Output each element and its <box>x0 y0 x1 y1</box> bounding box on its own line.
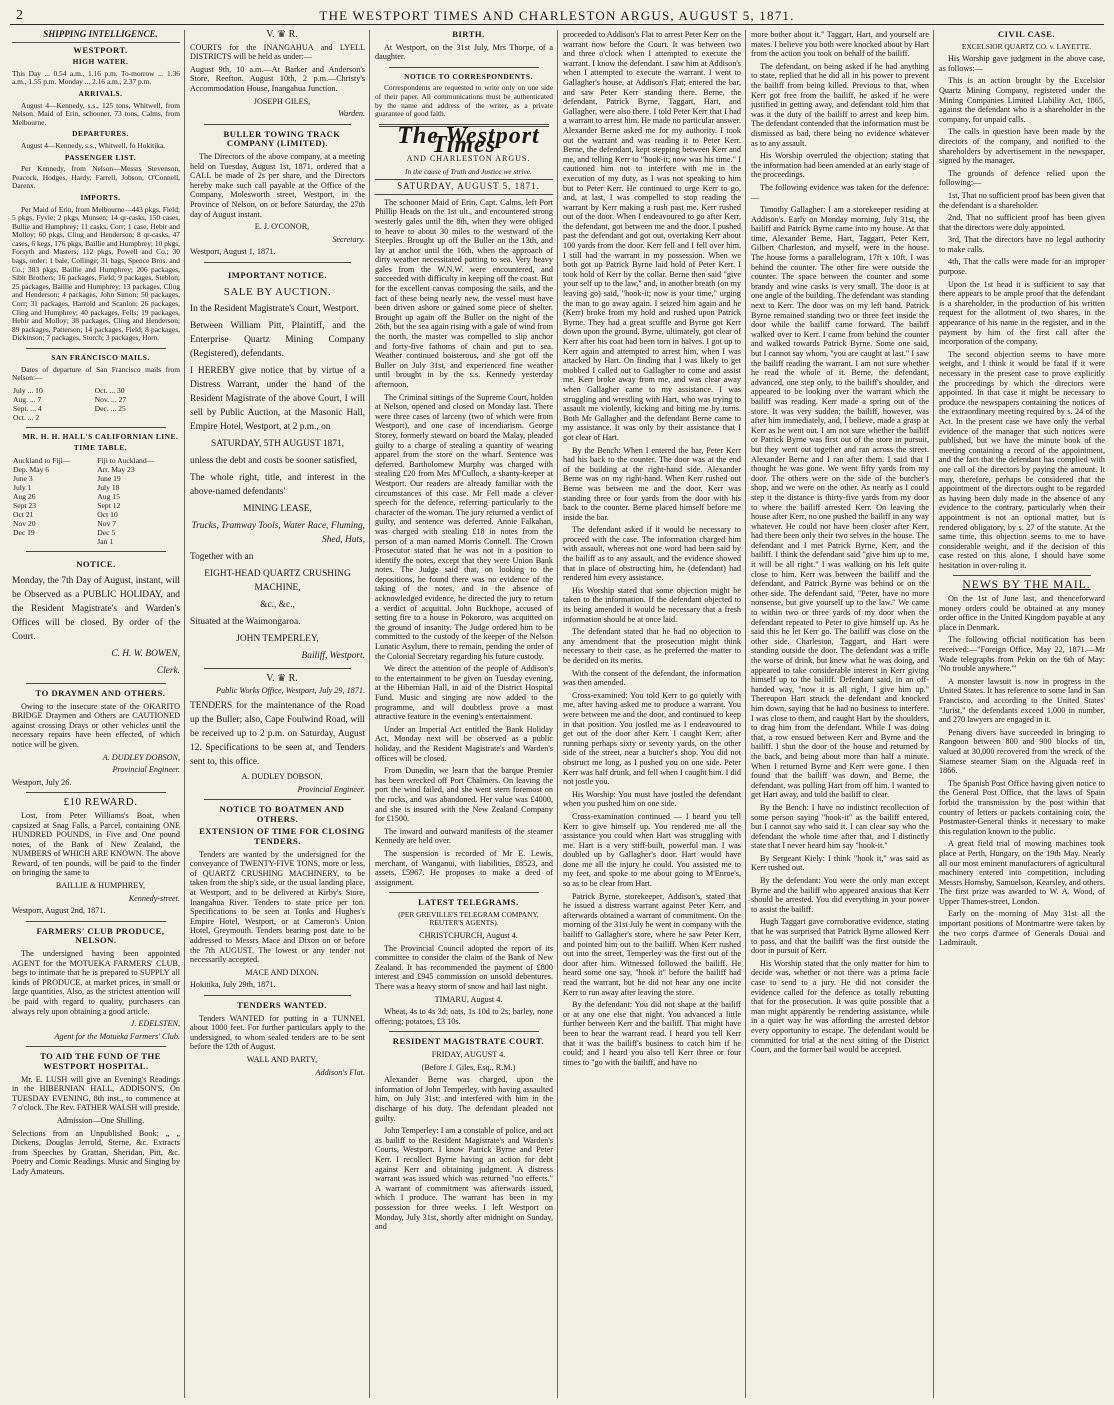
sale-text: I HEREBY give notice that by virtue of a Distress Warrant, under the hand of the Resident Magistrate of the above Court, I will sell by Public Auction, at the Masonic Hall, Empire Hotel, Westport, at 2 p.m., on <box>190 365 365 432</box>
towing-signature: E. J. O'CONOR, <box>254 222 310 232</box>
court-paragraph: Patrick Byrne, storekeeper, Addison's, stated that he issued a distress warrant against Peter Kerr, and afterwards obtained a warrant of commitment. On the morning of the 31st July he went in company with the bailiff to Gallagher's store, where he saw Peter Kerr, and pointed him out to the bailiff. When Kerr rushed out into the street, Temperley was the first out of the door after him. Witnessed followed the bailiff. He heard some one say, "hook it" before the bailiff had read the warrant, but he did not hear any one incite Kerr to run away after leaving the store. <box>563 891 741 997</box>
selections-text: Selections from an Unpublished Book; „ „ Dickens, Douglas Jerrold, Sterne, &c. Extracts from Speeches by Grattan, Sheridan, Pitt, &c. Poetry and Comic Readings. Music and Singing by Lady Amateurs. <box>12 1128 180 1176</box>
birth-heading: BIRTH. <box>452 30 485 39</box>
editorial-paragraph: We direct the attention of the people of Addison's to the entertainment to be given on Tuesday evening, at the Hibernian Hall, in aid of the District Hospital Fund. Music and singing are now added to the programme, and will doubtless prove a most attractive feature in the evening's entertainment. <box>375 664 553 722</box>
editorial-paragraph: The inward and outward manifests of the steamer Kennedy are held over. <box>375 826 553 846</box>
reward-signature-street: Kennedy-street. <box>128 893 180 903</box>
issue-date: SATURDAY, AUGUST 5, 1871. <box>375 179 553 195</box>
court-paragraph: By the Bench: I have no indistinct recollection of some person saying "hook-it" as the bailiff entered, but I cannot say who said it. I can clear say who the defendant the whole time after that, and I distinctly state that I never heard him say "hook-it." <box>751 802 929 851</box>
sale-court: In the Resident Magistrate's Court, Westport. <box>190 303 359 314</box>
situated-line: Situated at the Waimongaroa. <box>190 616 301 627</box>
table-header: Auckland to Fiji— <box>13 455 71 465</box>
imports-text: Per Maid of Erin, from Melbourne—443 pkgs, Field; 5 pkgs, Fyvie; 2 pkgs, Munsen; 14 qr-casks, 150 cases, Bullie and Humphrey; 11 casks, Corr; 1 case, Hebir and Molloy; 60 pkgs, Cliug and Henderson; 8 qr-casks, 47 cases, 6 kegs, 176 pkgs, Baillie and Humphrey; 10 pkgs, Forsyth and Masters; 112 pkgs, Powell and Co.; 30 bags, order; 1 bale, Collinge; 31 bags, Spence Bros. and Co.; 383 pkgs, Baillie and Humphrey; 206 packages, Sibit Brothers; 16 packages, Field; 9 packages, Steblon; 25 packages, Baillie and Humphrey; 13 packages, Cliug and Henderson; 4 packages, John Simon; 50 packages, Corr; 31 packages, Harrold and Scanlon; 26 packages, Cliug and Humphrey; 40 packages, Fells; 19 packages, Hebir and Molloy; 38 packages, Cliug and Henderson; 89 packages, Patterson; 14 packages, Field; 8 packages, Dickinson; 7 packages, Storch; 3 packages, Horn. <box>12 204 180 343</box>
table-cell: Sept 12 <box>97 500 121 510</box>
hall-line-heading: MR. H. H. HALL'S CALIFORNIAN LINE. <box>22 431 179 441</box>
table-cell: Sept 23 <box>13 500 36 510</box>
court-paragraph: proceeded to Addison's Flat to arrest Peter Kerr on the warrant now before the Court. It was between two and three o'clock when I attempted to execute the warrant. I know the defendant. I saw him at Addison's when I attempted to execute the warrant. I went to Gallagher's house, at Addison's Flat; entered the bar, and saw Peter Kerr standing there. Berne, the defendant, Patrick Byrne, Taggart, Hart, and Gallagher, were also there. I told Peter Kerr that I had a warrant to arrest him. He made no particular answer. Alexander Berne asked me for my authority. I took out the warrant and was reading it to Peter Kerr. Berne, the defendant, kept stepping between Kerr and me, and telling Kerr to "hook-it; now was his time." I cautioned him not to interfere with me in the execution of my duty, as I was not speaking to him but to Peter Kerr. He continued to urge Kerr to go, and, at last, I was compelled to stop reading the warrant by Kerr making a rush past me. Kerr rushed out of the door. When I endeavoured to go after Kerr, the defendant, got between me and the door. I pushed past the defendant and got out, overtaking Kerr about 100 yards from the door. Kerr fell and I fell over him. I still had the warrant in my possession. When we both got up Patrick Byrne laid hold of Peter Kerr. I took hold of Kerr by the collar. Berne then said "give your self up to the law," and, in another breath (on my leaving go) said, "hook-it; now is your time," urging the man to go away again. I seized him again and he (Kerr) broke from my hold and rushed upon Patrick Byrne. They had a great scuffle and Byrne got Kerr down upon the ground. Byrne, ultimately, got clear of Kerr after his coat had been torn in halves. I got up to Kerr again and attempted to arrest him, when I was attacked by Hart. On finding that I was likely to get mobbed I called out to Gallagher to come and assist me. Kerr broke away from me, and was clear away when Gallagher came to my assistance. I was struggling and wrestling with Hart, who was trying to assault me violently, kicking and biting me by turns. Both Mr Gallagher and the defendant Berne came to my assistance. It was only by their assistance that I got clear of Hart. <box>563 30 741 442</box>
port-heading: WESTPORT. <box>73 44 128 55</box>
judgment-paragraph: This is an action brought by the Excelsior Quartz Mining Company, registered under the Mining Companies Limited Liability Act, 1865, against the defendant who is a shareholder in the company, for unpaid calls. <box>939 76 1105 124</box>
news-paragraph: A monster lawsuit is now in progress in the United States. It has reference to some land in San Francisco, and according to the United States' "Jurist," the defendants exceed 1,000 in number, and 270 lawyers are engaged in it. <box>939 676 1105 725</box>
court-heading: RESIDENT MAGISTRATE COURT. <box>392 1036 545 1047</box>
timaru-text: Wheat, 4s to 4s 3d; oats, 1s 10d to 2s; barley, none offering; potatoes, £3 10s. <box>375 1007 553 1026</box>
notice-advert <box>12 557 180 678</box>
judgment-paragraph: 1st, That no sufficient proof has been given that the defendant is a shareholder. <box>939 190 1105 210</box>
table-row <box>12 456 180 465</box>
table-row <box>12 492 180 501</box>
judgment-paragraph: His Worship gave judgment in the above case, as follows:— <box>939 54 1105 73</box>
column-rule <box>557 30 558 1398</box>
news-paragraph: A great field trial of mowing machines took place at Perth, Hungary, on the 19th May. Nearly all our most eminent manufacturers of agricultural machinery entered into competition, including Messrs Hornsby, Samuelson, Kearsley, and others. The first prize was awarded to W. A. Wood, of Upper Thames-street, London. <box>939 839 1105 906</box>
birth-text: At Westport, on the 31st July, Mrs Thorpe, of a daughter. <box>375 42 553 62</box>
christchurch-text: The Provincial Council adopted the report of its committee to consider the claim of the Bank of New Zealand. It has recommended the payment of £800 interest and £945 commission on unsold debentures. There was a heavy storm of snow and hail last night. <box>375 943 553 992</box>
sale-condition: unless the debt and costs be sooner satisfied, <box>190 455 358 466</box>
timaru-dateline: TIMARU, August 4. <box>434 994 503 1004</box>
court-paragraph: Alexander Berne was charged, upon the information of John Temperley, with having assaulted him, on July 31st; and interfered with him in the discharge of his duty. The defendant pleaded not guilty. <box>375 1075 553 1123</box>
nameplate-subtitle: AND CHARLESTON ARGUS. <box>406 153 531 163</box>
crushing-etc: &c., &c., <box>260 599 295 610</box>
table-cell: Oct. ... 2 <box>13 412 40 422</box>
civil-case-heading: CIVIL CASE. <box>997 30 1056 39</box>
column-2 <box>190 30 365 1398</box>
table-row <box>12 474 180 483</box>
judgment-paragraph: 4th, That the calls were made for an improper purpose. <box>939 257 1105 277</box>
royal-crest: V. ♛ R. <box>266 30 298 40</box>
court-paragraph: With the consent of the defendant, the information was then amended. <box>563 668 741 688</box>
table-cell: Sept. ... 4 <box>13 403 42 413</box>
column-rule <box>184 30 185 1398</box>
reward-date: Westport, August 2nd, 1871. <box>12 906 106 916</box>
column-rule <box>369 30 370 1398</box>
court-paragraph: His Worship overruled the objection; stating that the information had been amended at an early stage of the proceedings. <box>751 151 929 180</box>
table-row <box>12 465 180 474</box>
passenger-heading: PASSENGER LIST. <box>64 152 137 162</box>
extension-text: Tenders are wanted by the undersigned for the conveyance of TWENTY-FIVE TONS, more or less, of QUARTZ CRUSHING MACHINERY, to be taken from the ship's side, or the usual landing place, at Westport, and to be delivered at Kirby's Store, Inangahua River. Tenders to state price per ton. Specifications to be seen at Tonks and Hughes's Empire Hotel, Westport, or at Cameron's Union Hotel, Greymouth. Tenders bearing post date to be addressed to Messrs Mace and Dixon on or before the 7th AUGUST. The lowest or any tender not necessarily accepted. <box>190 849 365 965</box>
table-cell: June 3 <box>13 473 33 483</box>
towing-text: The Directors of the above company, at a meeting held on Tuesday, August 1st, 1871, ordered that a CALL be made of 2s per share, and the Directors hereby make such call payable at the Office of the Company, Molesworth street, Westport, in the Province of Nelson, on or before Saturday, the 27th day of August instant. <box>190 151 365 219</box>
column-4 <box>563 30 741 1398</box>
judgment-paragraph: 3rd, That the directors have no legal authority to make calls. <box>939 235 1105 254</box>
tenders-wanted-location: Addison's Flat. <box>315 1067 365 1077</box>
news-paragraph: The Spanish Post Office having given notice to the General Post Office, that the laws of Spain forbid the transmission by the post within that country of letters or packets containing coin, the Postmaster-General thinks it necessary to make this regulation known to the public. <box>939 778 1105 836</box>
news-paragraph: Early on the morning of May 31st all the important positions of Montmartre were taken by the two corps d'armee of Generals Douai and Ladmirault. <box>939 909 1105 948</box>
table-cell <box>12 537 96 546</box>
court-paragraph: more bother about it." Taggart, Hart, and yourself are mates. I believe you both were knocked about by Hart from the action you took on behalf of the bailiff. <box>751 30 929 59</box>
draymen-date: Westport, July 26. <box>12 777 72 787</box>
notice-signature: C. H. W. BOWEN, <box>111 648 180 659</box>
extension-date: Hokitika, July 29th, 1871. <box>190 980 276 990</box>
court-paragraph: John Temperley: I am a constable of police, and act as bailiff to the Resident Magistrate's and Warden's Courts, Westport. I know Patrick Byrne and Peter Kerr. I recollect Byrne having an action for debt against Kerr and obtaining judgment. A distress warrant was issued which was returned "no effects." A warrant of commitment was afterwards issued, which I produce. The warrant has been in my possession for three weeks. I left Westport on Monday, July 31st, shortly after midnight on Sunday, and <box>375 1126 553 1232</box>
judgment-paragraph: The second objection seems to have more weight, and I think it would be fatal if it were necessary in the present case to prove explicitly the proceedings by which the directors were appointed. In that case it might be necessary to produce the newspapers containing the notices of the extraordinary meeting required by s. 24 of the Act. In the present case we have only the verbal evidence of the manager that such notices were published, but we have the minute book of the meeting containing a record of the appointment, and the fact that the defendant has complied with one call of the directors by paying the amount. It may, therefore, perhaps be considered that the appointment of the directors ought to be regarded as having been duly made in the absence of any evidence to the contrary, particularly when their appointment is not an optional matter, but is rendered obligatory, by s. 27 of the statute. At the same time, this objection seems to me to have considerable weight, and if the decision of this case rested on this alone, I should have some hesitation in over-ruling it. <box>939 349 1105 570</box>
high-water-times: This Day ... 0.54 a.m., 1.16 p.m. To-morrow ... 1.36 a.m., 1.55 p.m. Monday ... 2.16 a.m., 2.37 p.m. <box>12 68 180 87</box>
court-paragraph: Timothy Gallagher: I am a storekeeper residing at Addison's. Early on Monday morning, July 31st, the bailiff and Patrick Byrne came into my house. At that time, Alexander Berne, Hart, Taggart, Peter Kerr, Gilbert Charleston, and myself, were in the house. The house forms a parallelogram, 17ft x 10ft. I was behind the counter. The other fire were outside the counter. The space between the counter and some brandy and wine casks is very small. The door is at one angle of the building. The defendant was standing next to Kerr. The door was on my left hand. Patrick Byrne remained standing two or three feet inside the door while the bailiff came forward. The bailiff walked over to Kerr. I came from behind the counter and walked towards Patrick Byrne. Some one said, but I cannot say whom, "you are caught at last." I saw the bailiff reading the warrant. I am not sure whether he read the whole of it. Berne, the defendant, advanced, one step only, to the bailiff's shoulder, and appeared to be looking over the warrant which the bailiff was reading. Kerr made a spring out of the store. It was very sudden; the bailiff, however, was after him immediately, and, I believe, made a grasp at Kerr as he went out. I am not sure whether the bailiff or Patrick Byrne was first out of the store in pursuit, but they went out together and ran across the street. Alexander Berne and I ran after them. I said that I thought he was gone. We went fifty yards from my door. The others were on the side of the butcher's shop, and we were on the other. As nearly as I could step it the distance is thirty-five yards from my door to where the bailiff arrested Kerr. On leaving the house after Kerr, no one pushed the bailiff in any way whatever. He could not have been closer after Kerr, had there been only their two selves in the house. The defendant and I met Patrick Byrne, Kerr, and the bailiff. I think the defendant said "give him up to me, it will be all right." I was walking on his left quite close to him. Kerr was between the bailiff and the defendant, and Patrick Byrne was behind or on the other side. The defendant said, "Peter, have no more nonsense, but give yourself up to the law." We came to within two or three yards of my door when the defendant repeated to Peter to give himself up. As he said this he let Kerr go. The bailiff was close on the other side. Charleston, Taggart, and Hart were standing outside the door. The defendant was a trifle the worse of drink, but knew what he was doing, and appeared to take considerable interest in Kerr giving himself up to the bailiff. Defendant said, in an off-handed way, "now it is all right, I give him up." Thereupon Hart struck the defendant and knocked him down, saying that he had no business to interfere. I was close to them, and caught Hart by the shoulders, to drag him from the defendant. While I was doing that, a row ensued between Kerr and Byrne and the bailiff. I shut the door of the house and returned by the back, and being about more than half a minute. When I returned Byrne and Kerr were gone. I then found that the bailiff was down, and Berne, the defendant, was pulling Hart from off him. I wanted to get Hart away, and told the bailiff to clear. <box>751 205 929 800</box>
court-paragraph: The defendant stated that he had no objection to any amendment that the prosecution might think necessary to their case, as he preferred the matter to be decided on its merits. <box>563 627 741 665</box>
table-header: Fiji to Auckland— <box>97 455 155 465</box>
sale-signature: JOHN TEMPERLEY, <box>236 633 319 644</box>
sale-parties: Between William Pitt, Plaintiff, and the Enterprise Quartz Mining Company (Registered), defendants. <box>190 320 365 359</box>
column-rule <box>933 30 934 1398</box>
court-paragraph: Hugh Taggart gave corroborative evidence, stating that he was surprised that Patrick Byrne allowed Kerr to pass, and that the bailiff was the first outside the door in pursuit of Kerr. <box>751 917 929 956</box>
table-row <box>12 413 180 422</box>
time-table-heading: TIME TABLE. <box>73 443 128 453</box>
news-paragraph: Penang divers have succeeded in bringing to Rangoon between 800 and 900 blocks of tin, valued at 30,000 recovered from the wreck of the Siamese steamer Siam on the Alguada reef in 1866. <box>939 727 1105 776</box>
column-6 <box>939 30 1105 1398</box>
departures-text: August 4—Kennedy, s.s., Whitwell, fo Hokitika. <box>21 140 166 150</box>
table-cell: Jan 1 <box>97 536 114 546</box>
court-day: FRIDAY, AUGUST 4. <box>431 1050 506 1059</box>
table-cell: Nov 7 <box>97 518 117 528</box>
table-row <box>12 386 180 395</box>
table-cell: Dec 5 <box>97 527 116 537</box>
table-cell <box>94 413 180 422</box>
auction-advert <box>190 268 365 663</box>
table-row <box>12 395 180 404</box>
paper-nameplate: The Westport Times <box>397 122 540 159</box>
table-cell: Dec. ... 25 <box>94 403 126 413</box>
news-paragraph: The following official notification has been received:—"Foreign Office, May 22, 1871.—Mr Wade telegraphs from Pekin on the 6th of May: 'No trouble anywhere.'" <box>939 635 1105 674</box>
table-cell: Aug. ... 7 <box>13 394 42 404</box>
towing-signature-title: Secretary. <box>332 234 365 244</box>
column-rule <box>745 30 746 1398</box>
tenders-signature: A. DUDLEY DOBSON, <box>241 772 323 782</box>
court-paragraph: His Worship: You must have jostled the defendant when you pushed him on one side. <box>563 789 741 809</box>
lease-items: Trucks, Tramway Tools, Water Race, Fluming, Shed, Huts, <box>191 520 365 545</box>
correspondents-heading: NOTICE TO CORRESPONDENTS. <box>404 71 533 81</box>
towing-heading: BULLER TOWING TRACK COMPANY (LIMITED). <box>223 128 341 149</box>
table-cell: Aug 15 <box>97 491 120 501</box>
table-row <box>12 510 180 519</box>
judgment-paragraph: 2nd, That no sufficient proof has been given that the directors were duly appointed. <box>939 213 1105 232</box>
tenders-wanted-text: Tenders WANTED for putting in a TUNNEL about 1000 feet. For further particulars apply to the undersigned, to whom sealed tenders are to be sent before the 12th of August. <box>190 1013 365 1052</box>
column-3 <box>375 30 553 1398</box>
table-cell: July ... 10 <box>13 385 43 395</box>
court-paragraph: His Worship stated that the only matter for him to decide was, whether or not there was a prima facie case to send to a jury. He did not consider the evidence called for the defence as totally rebutting that for the prosecution. It was quite possible that a man might apparently be rendering assistance, while in a quiet way he was affording the arrested debtor every opportunity to escape. The defendant would be committed for trial at the next sitting of the District Court, and the former bail would be accepted. <box>751 958 929 1055</box>
court-paragraph: His Worship stated that some objection might be taken to the information. If the defendant objected to its being amended it would be necessary that a fresh information should be at once laid. <box>563 585 741 624</box>
high-water-heading: HIGH WATER. <box>72 57 129 67</box>
table-cell: Arr. May 23 <box>97 464 135 474</box>
court-paragraph: By Sergeant Kiely: I think "hook it," was said as Kerr rushed out. <box>751 853 929 873</box>
farmers-signature-title: Agent for the Motueka Farmers' Club. <box>54 1031 180 1041</box>
table-row <box>12 519 180 528</box>
page-number: 2 <box>16 8 23 23</box>
table-row <box>12 537 180 546</box>
tenders-text: TENDERS for the maintenance of the Road up the Buller; also, Cape Foulwind Road, will be received up to 2 p.m. on Saturday, August 12. Specifications to be seen at, and Tenders sent to, this office. <box>190 701 365 768</box>
mails-table <box>12 386 180 422</box>
news-by-mail-heading: NEWS BY THE MAIL. <box>962 579 1091 592</box>
table-row <box>12 483 180 492</box>
draymen-signature: A. DUDLEY DOBSON, <box>102 752 180 762</box>
table-cell: Nov 20 <box>13 518 36 528</box>
table-cell: Oct 21 <box>13 509 34 519</box>
extension-signature: MACE AND DIXON. <box>245 967 319 977</box>
courts-signature-title: Warden. <box>338 109 365 119</box>
column-5 <box>751 30 929 1398</box>
newspaper-title: THE WESTPORT TIMES AND CHARLESTON ARGUS, AUGUST 5, 1871. <box>319 8 795 23</box>
sale-interest: The whole right, title, and interest in the above-named defendants' <box>190 472 365 497</box>
together-line: Together with an <box>190 551 254 562</box>
farmers-text: The undersigned having been appointed AGENT for the MOTUEKA FARMERS' CLUB, begs to intimate that he is prepared to SUPPLY all kinds of PRODUCE, at market prices, in small or large quantities. Also, as the strictest attention will be paid with regard to quality, purchasers can always rely upon obtaining a good article. <box>12 949 180 1016</box>
editorial-paragraph: The suspension is recorded of Mr E. Lewis, merchant, of Wanganui, with liabilities, £8523, and assets, £5967. He proposes to make a deed of assignment. <box>375 848 553 887</box>
tenders-advert <box>190 699 365 769</box>
court-paragraph: By the Bench: When I entered the bar, Peter Kerr had his back to the counter. The door was at the end of the building at the right-hand side. Alexander Berne was on my right-hand. When Kerr rushed out Berne was between me and the door. Kerr was standing three or four yards from the door with his back to the counter. Berne placed himself before me inside the bar. <box>563 445 741 522</box>
hospital-text: Mr. E. LUSH will give an Evening's Readings in the HIBERNIAN HALL, ADDISON'S, On TUESDAY EVENING, 8th inst., to commence at 7 o'clock. The Rev. FATHER WALSH will preside. <box>12 1074 180 1113</box>
hospital-heading: TO AID THE FUND OF THE WESTPORT HOSPITAL. <box>40 1051 161 1071</box>
table-cell: June 19 <box>97 473 121 483</box>
table-cell: July 1 <box>13 482 32 492</box>
telegrams-heading: LATEST TELEGRAMS. <box>418 897 519 908</box>
passenger-text: Per Kennedy, from Nelson—Messrs Stevenson, Peacock, Hodges, Hardy, Farrell, Jobson, O'Connell, Darenx. <box>12 164 180 191</box>
correspondents-text: Correspondents are requested to write only on one side of their paper. All communications must be authenticated by the name and address of the writer, as a private guarantee of good faith. <box>375 83 553 119</box>
editorial-paragraph: The schooner Maid of Erin, Capt. Calms, left Port Phillip Heads on the 1st ult., and encountered strong westerly gales until the 8th, when they were obliged to heave to about 30 miles to the westward of the Steeples. Brought up off the Buller on the 13th, and lay at anchor until the 16th, when the approach of dirty weather necessitated putting to sea. Very heavy gales from the W.N.W. were encountered, and succeeded with difficulty in keeping off the coast. But for the excellent canvas composing the sails, and the fact of these being nearly new, the vessel must have been driven ashore or gained some piece of shelter. Brought up again off the Buller on the night of the 26th, but the sea again rising with a gale of wind from the north, the master was compelled to slip anchor and forty-five fathoms of chain and put to sea. Weather continued boisterous, and she got off the Buller on July 31st, and experienced fine weather until brought in by the s.s. Kennedy yesterday afternoon. <box>375 197 553 389</box>
court-paragraph: By the defendant: You did not shape at the bailiff or at any one else that night. You advanced a little further between Kerr and the bailiff. That might have been to hear the warrant read. I heard you tell Kerr that it was the bailiff's business to catch him if he could; and I heard you also tell Kerr three or four times to "go with the bailiff, and have no <box>563 1000 741 1067</box>
draymen-heading: TO DRAYMEN AND OTHERS. <box>35 687 166 698</box>
notice-text: Monday, the 7th Day of August, instant, will be Observed as a PUBLIC HOLIDAY, and the Resident Magistrate's and Warden's Offices will be closed. By order of the Court. <box>12 575 180 642</box>
extension-heading: EXTENSION OF TIME FOR CLOSING TENDERS. <box>199 826 365 847</box>
important-notice-heading: IMPORTANT NOTICE. <box>227 269 328 280</box>
farmers-signature: J. EDELSTEN, <box>130 1019 180 1029</box>
judgment-paragraph: Upon the 1st head it is sufficient to say that there appears to be ample proof that the defendant is a shareholder, in the production of his written request for the allotment of two shares, in the appearance of his name in the register, and in the payment by him of the first call after the incorporation of the company. <box>939 279 1105 347</box>
table-cell: July 18 <box>97 482 120 492</box>
reward-heading: £10 REWARD. <box>63 796 138 809</box>
table-cell: Oct 10 <box>97 509 118 519</box>
masthead <box>10 8 1104 25</box>
reward-signature: BAILLIE & HUMPHREY, <box>55 881 146 891</box>
courts-text: COURTS for the INANGAHUA and LYELL DISTRICTS will be held as under:— <box>190 42 365 62</box>
paper-motto: In the cause of Truth and Justice we strive. <box>405 166 532 176</box>
court-paragraph: The defendant asked if it would be necessary to proceed with the case. The information charged him with assault, whereas not one word had been said by the bailiff as to any assault, and the evidence showed that in place of obstructing him, he (defendant) had rendered him every assistance. <box>563 525 741 583</box>
tenders-signature-title: Provincial Engineer. <box>297 784 365 794</box>
editorial-paragraph: The Criminal sittings of the Supreme Court, holden at Nelson, opened and closed on Monday last. There were three cases of larceny (two of which were from Westport), and one case of incendiarism. George Storey, formerly steward on board the Malay, pleaded guilty to a charge of stealing a quantity of wearing apparel from the store on the wharf. Sentence was deferred. Bartholomew Murphy was charged with stealing £20 from Mrs M'Culloch, a shanty-keeper at Westport. Our readers are already familiar with the circumstances of this case. Mr Fell made a clever speech for the defence, referring particularly to the character of the woman. The jury returned a verdict of guilty, and sentence was deferred. Annie Falkahan, was charged with stealing £18 in notes from the person of a man named Morris Connell. The Crown Prosecutor stated that he was not in a position to identify the notes, except that they were Union Bank notes. The Judge said that, on looking to the depositions, he found there was no evidence of the taking of the notes, and in the absence of acknowledged evidence, he directed the jury to return a verdict of acquittal. John Buckhope, accused of setting fire to a house in Pokororo, was acquitted on the ground of insanity. The Judge ordered him to be committed to the custody of the keeper of the Nelson Lunatic Asylum, there to remain, pending the order of the Colonial Secretary regarding his future custody. <box>375 392 553 661</box>
news-paragraph: On the 1st of June last, and thenceforward money orders could be obtained at any money order office in the United Kingdom payable at any place in Denmark. <box>939 594 1105 632</box>
courts-signature: JOSEPH GILES, <box>253 96 311 106</box>
imports-heading: IMPORTS. <box>80 192 121 202</box>
table-row <box>12 528 180 537</box>
crushing-machine: EIGHT-HEAD QUARTZ CRUSHING MACHINE, <box>204 568 351 593</box>
notice-signature-title: Clerk. <box>156 665 180 676</box>
table-row <box>12 501 180 510</box>
boatmen-heading: NOTICE TO BOATMEN AND OTHERS. <box>219 804 345 824</box>
judgment-paragraph: The grounds of defence relied upon the following:— <box>939 168 1105 188</box>
reward-text: Lost, from Peter Williams's Boat, when capsized at Snag Falls, a Parcel, containing ONE HUNDRED POUNDS, in Five and One pound notes, of the Bank of New Zealand, the NUMBERS of WHICH ARE KNOWN. The above Reward, of ten pounds, will be paid to the finder on bringing the same to <box>12 810 180 878</box>
mails-heading: SAN FRANCISCO MAILS. <box>51 353 150 362</box>
sale-date: SATURDAY, 5TH AUGUST 1871, <box>211 438 344 449</box>
courts-schedule: August 9th, 10 a.m.—At Barker and Anderson's Store, Reefton. August 10th, 2 p.m.—Christy's Accommodation House, Inangahua Junction. <box>190 64 365 93</box>
table-cell: Dec 19 <box>13 527 35 537</box>
towing-date: Westport, August 1, 1871. <box>190 247 276 257</box>
editorial-paragraph: From Dunedin, we learn that the barque Premier has been wrecked off Port Chalmers. On leaving the port the wind failed, and she went stern foremost on the rocks, and was abandoned. Her value was £4000, and she is insured with the New Zealand Company for £1500. <box>375 766 553 824</box>
arrivals-heading: ARRIVALS. <box>78 88 123 98</box>
judgment-paragraph: The calls in question have been made by the directors of the company, and notified to the shareholders by advertisement in the newspaper, signed by the manager. <box>939 127 1105 166</box>
mails-intro: Dates of departure of San Francisco mails from Nelson:— <box>12 364 180 383</box>
departures-heading: DEPARTURES. <box>72 129 129 139</box>
notice-heading: NOTICE. <box>76 558 116 569</box>
court-paragraph: By the defendant: You were the only man except Byrne and the bailiff who appeared anxious that Kerr should be arrested. You did everything in your power to assist the bailiff. <box>751 876 929 914</box>
farmers-heading: FARMERS' CLUB PRODUCE, NELSON. <box>36 925 165 946</box>
christchurch-dateline: CHRISTCHURCH, August 4. <box>419 931 518 941</box>
draymen-text: Owing to the insecure state of the OKARITO BRIDGE Draymen and Others are CAUTIONED against crossing Drays or other vehicles until the necessary repairs have been effected, of which notice will be given. <box>12 701 180 749</box>
tenders-wanted-heading: TENDERS WANTED. <box>237 999 327 1010</box>
tenders-wanted-signature: WALL AND PARTY, <box>246 1054 318 1064</box>
court-paragraph: The following evidence was taken for the defence:— <box>751 182 929 202</box>
sale-signature-title: Bailiff, Westport. <box>301 650 365 661</box>
table-row <box>12 404 180 413</box>
mining-lease: MINING LEASE, <box>243 503 312 514</box>
court-paragraph: The defendant, on being asked if he had anything to state, replied that he did all in his power to prevent the bailiff from being killed. Previous to that, when Kerr got free from the bailiff, he asked if he were justified in getting away, and defendant told him that was it the duty of the bailiff to arrest and keep him. The defendant contended that the information must be dismissed as bad, there being no evidence whatever as to any assault. <box>751 61 929 148</box>
shipping-heading: SHIPPING INTELLIGENCE. <box>12 30 180 43</box>
admission-line: Admission—One Shilling. <box>56 1115 145 1125</box>
court-paragraph: Cross-examined: You told Kerr to go quietly with me, after having asked me to produce a warrant. You were between me and the door, and continued to keep in that position. You jostled me as I endeavoured to get out of the door after Kerr. I caught Kerr, after running perhaps sixty or seventy yards, on the other side of the street, near a butcher's shop. You did not obstruct me long, as I pushed you on one side. Peter Kerr was half drunk, and fell when I caught him. I did not jostle you. <box>563 690 741 787</box>
royal-crest: V. ♛ R. <box>266 672 298 684</box>
court-paragraph: Cross-examination continued — I heard you tell Kerr to give himself up. You rendered me all the assistance you could when Hart was struggling with me. Hart is a very stiff-built, powerful man. I was doubled up by Gallagher's door. Hart would have done me all the injury he could. You assisted me to my feet, and spoke to me about going to M'Enroe's, so as to be clear from Hart. <box>563 811 741 889</box>
table-cell: Nov. ... 27 <box>94 394 127 404</box>
table-cell: Dep. May 6 <box>13 464 50 474</box>
sale-heading: SALE BY AUCTION. <box>223 285 332 298</box>
editorial-paragraph: Under an Imperial Act entitled the Bank Holiday Act, Monday next will be observed as a public holiday, and the Resident Magistrate's and Warden's offices will be closed. <box>375 724 553 763</box>
court-bench: (Before J. Giles, Esq., R.M.) <box>421 1062 516 1072</box>
column-1 <box>12 30 180 1398</box>
telegrams-source: (PER GREVILLE'S TELEGRAM COMPANY, REUTER'S AGENTS). <box>398 909 539 928</box>
table-cell: Aug 26 <box>13 491 36 501</box>
public-works-office: Public Works Office, Westport, July 29, 1871. <box>215 686 365 696</box>
draymen-signature-title: Provincial Engineer. <box>112 765 180 775</box>
table-cell: Oct. ... 30 <box>94 385 125 395</box>
time-table <box>12 456 180 546</box>
arrivals-text: August 4—Kennedy, s.s., 125 tons, Whitwell, from Nelson. Maid of Erin, schooner, 73 tons, Calms, from Melbourne. <box>12 100 180 127</box>
civil-case-parties: EXCELSIOR QUARTZ CO. v. LAYETTE. <box>961 41 1092 51</box>
